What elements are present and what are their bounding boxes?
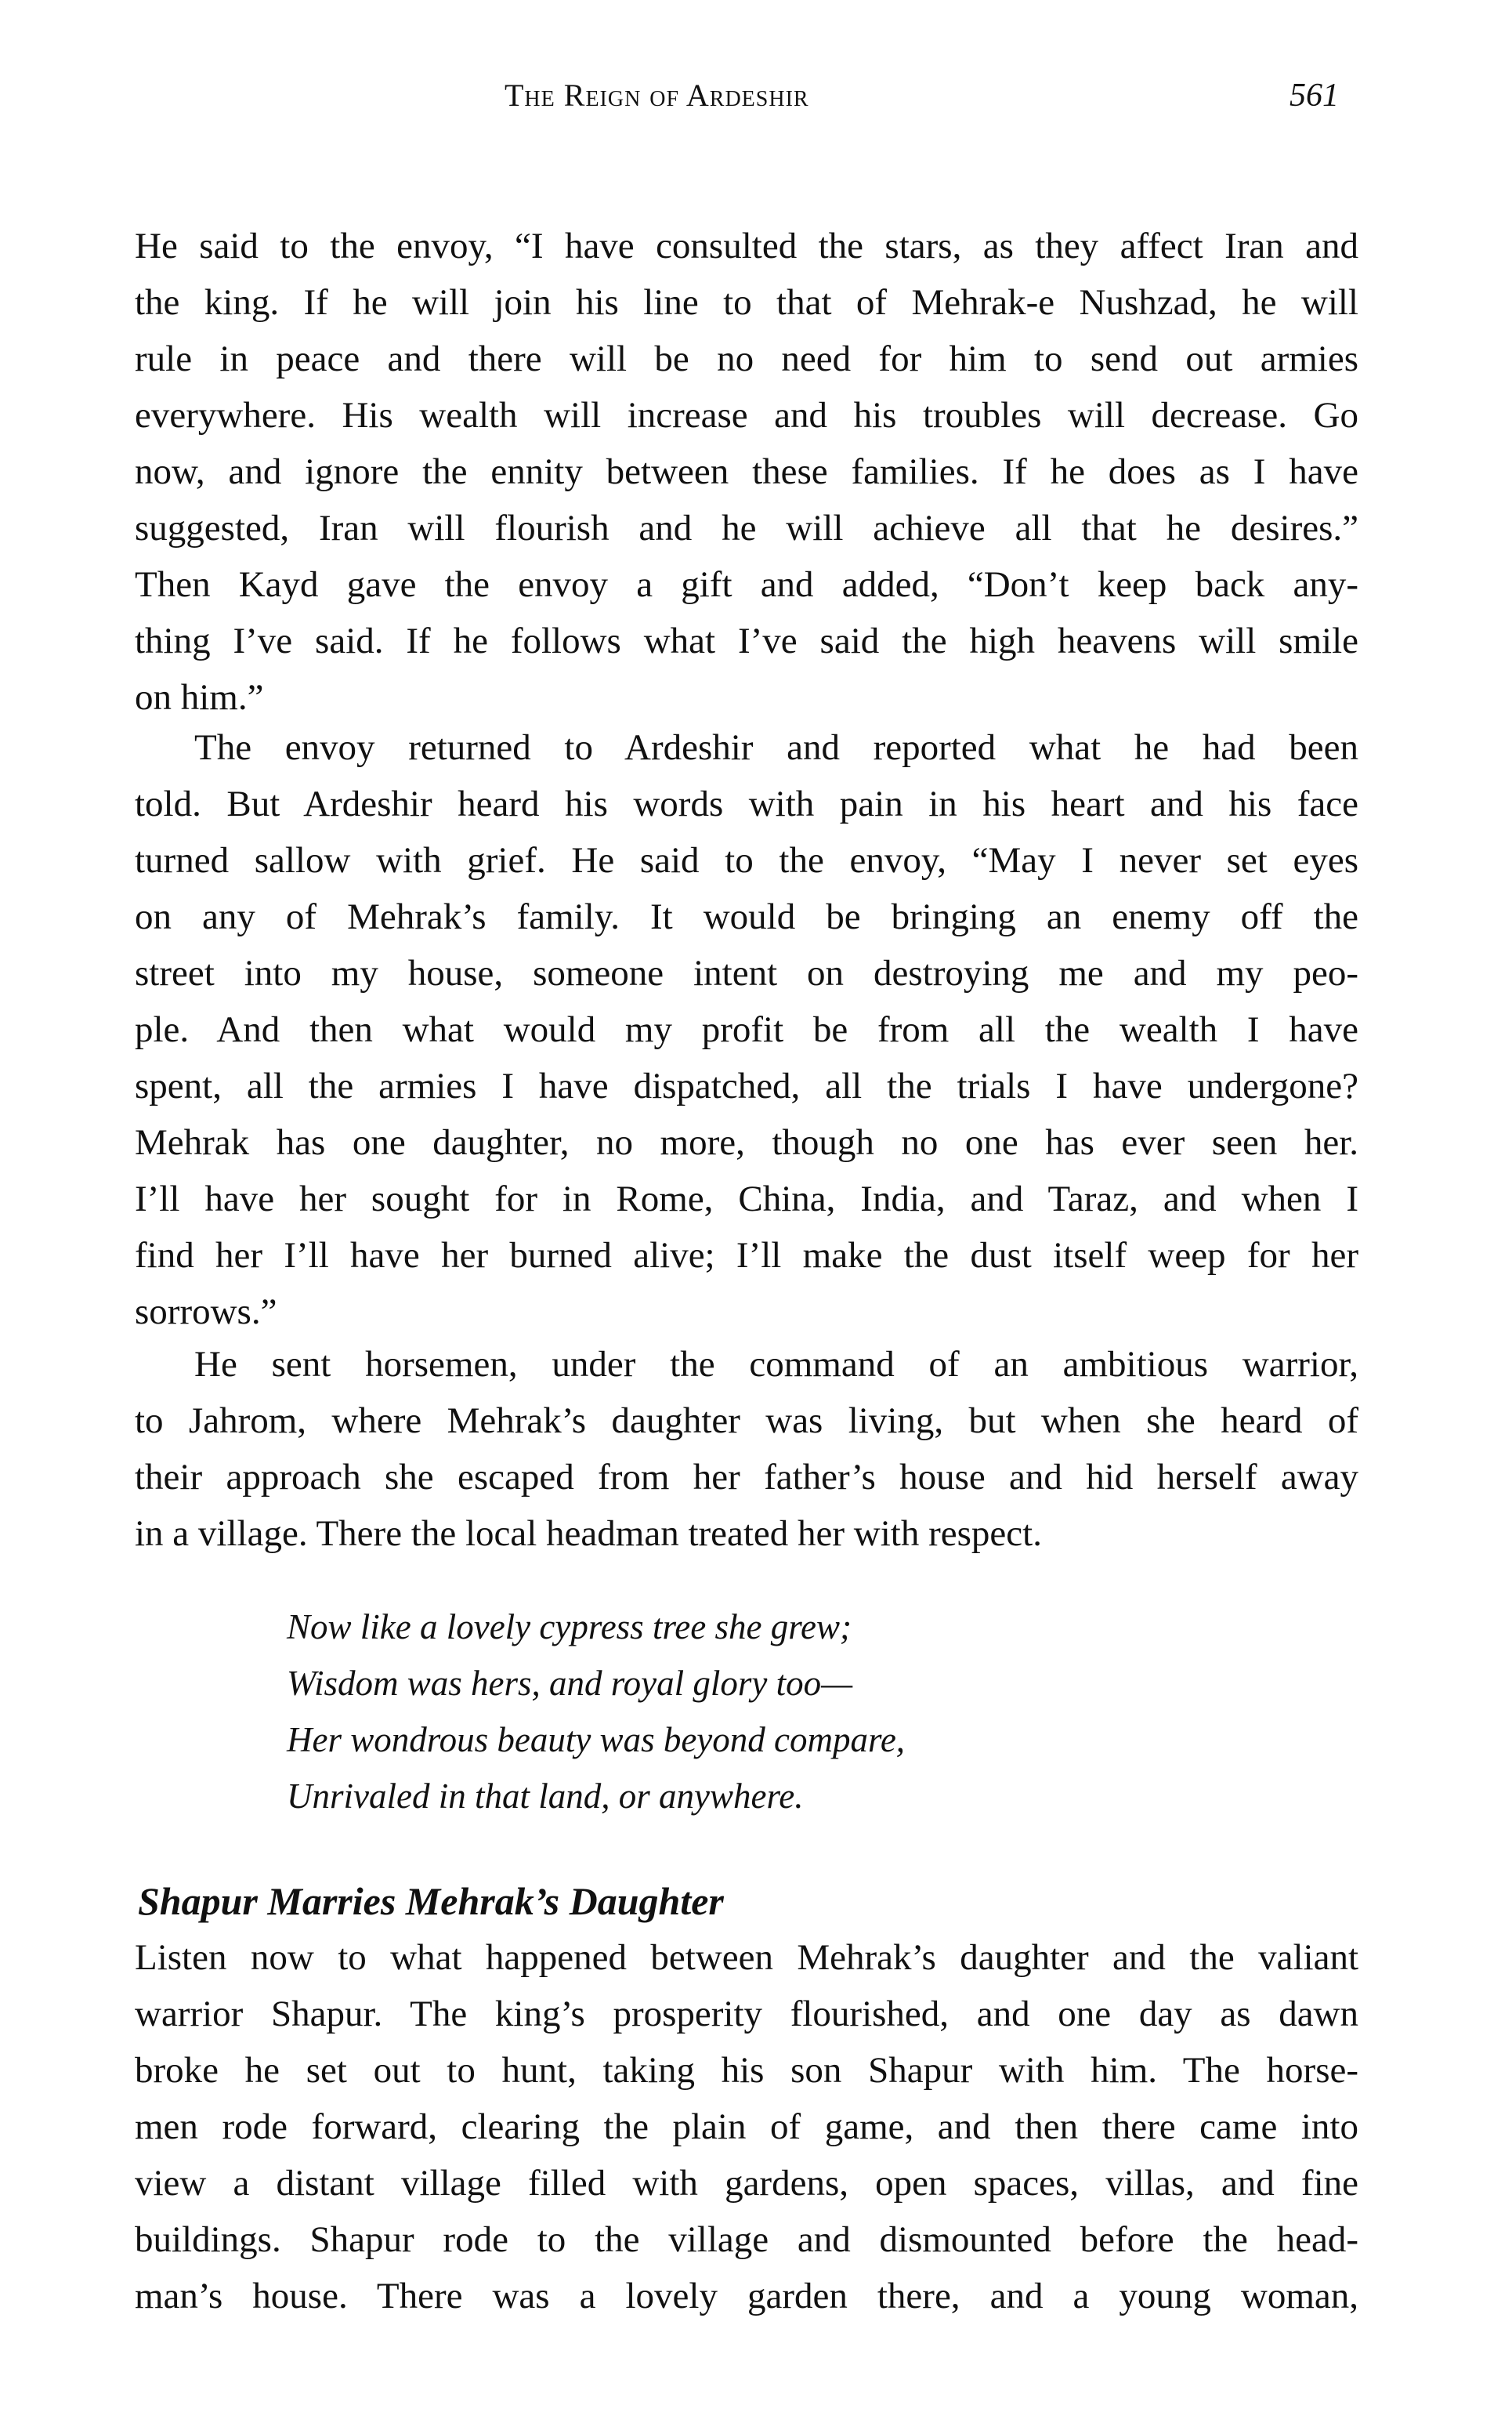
- text-line: rule in peace and there will be no need for him to send out armies: [135, 339, 1358, 379]
- text-line: their approach she escaped from her father’s house and hid herself away: [135, 1457, 1358, 1498]
- text-line: spent, all the armies I have dispatched, all the trials I have undergone?: [135, 1066, 1358, 1106]
- text-line: now, and ignore the ennity between these families. If he does as I have: [135, 451, 1358, 492]
- text-line: warrior Shapur. The king’s prosperity flourished, and one day as dawn: [135, 1994, 1358, 2034]
- text-line: men rode forward, clearing the plain of game, and then there came into: [135, 2106, 1358, 2147]
- text-line: sorrows.”: [135, 1291, 277, 1332]
- verse-line: Unrivaled in that land, or anywhere.: [287, 1777, 804, 1816]
- text-line: buildings. Shapur rode to the village and dismounted before the head-: [135, 2219, 1358, 2260]
- text-line: on any of Mehrak’s family. It would be bringing an enemy off the: [135, 896, 1358, 937]
- text-line: I’ll have her sought for in Rome, China, India, and Taraz, and when I: [135, 1179, 1358, 1219]
- paragraph-1: [135, 218, 1358, 726]
- text-line: suggested, Iran will flourish and he will achieve all that he desires.”: [135, 508, 1358, 549]
- text-line: turned sallow with grief. He said to the envoy, “May I never set eyes: [135, 840, 1358, 881]
- text-line: on him.”: [135, 677, 264, 718]
- text-line: street into my house, someone intent on destroying me and my peo-: [135, 953, 1358, 994]
- verse-line: Her wondrous beauty was beyond compare,: [287, 1720, 906, 1759]
- text-line: Mehrak has one daughter, no more, though no one has ever seen her.: [135, 1122, 1358, 1163]
- running-header: [0, 77, 1512, 124]
- text-line: in a village. There the local headman treated her with respect.: [135, 1513, 1042, 1554]
- text-line: Then Kayd gave the envoy a gift and added, “Don’t keep back any-: [135, 564, 1358, 605]
- text-line: thing I’ve said. If he follows what I’ve said the high heavens will smile: [135, 621, 1358, 661]
- running-title: The Reign of Ardeshir: [505, 78, 809, 113]
- text-line: man’s house. There was a lovely garden there, and a young woman,: [135, 2276, 1358, 2316]
- text-line: The envoy returned to Ardeshir and reported what he had been: [194, 727, 1358, 768]
- section-paragraph: [135, 1929, 1358, 2324]
- text-line: to Jahrom, where Mehrak’s daughter was living, but when she heard of: [135, 1400, 1358, 1441]
- text-line: view a distant village filled with gardens, open spaces, villas, and fine: [135, 2163, 1358, 2204]
- text-line: Listen now to what happened between Mehrak’s daughter and the valiant: [135, 1937, 1358, 1978]
- verse-line: Wisdom was hers, and royal glory too—: [287, 1664, 853, 1703]
- text-line: He sent horsemen, under the command of an ambitious warrior,: [194, 1344, 1358, 1385]
- verse-block: [287, 1599, 905, 1824]
- paragraph-2: [135, 719, 1358, 1340]
- text-line: find her I’ll have her burned alive; I’ll make the dust itself weep for her: [135, 1235, 1358, 1276]
- section-heading: Shapur Marries Mehrak’s Daughter: [138, 1879, 724, 1923]
- text-line: everywhere. His wealth will increase and his troubles will decrease. Go: [135, 395, 1358, 436]
- text-line: He said to the envoy, “I have consulted the stars, as they affect Iran and: [135, 226, 1358, 266]
- verse-line: Now like a lovely cypress tree she grew;: [287, 1607, 852, 1646]
- text-line: told. But Ardeshir heard his words with pain in his heart and his face: [135, 784, 1358, 824]
- text-line: broke he set out to hunt, taking his son Shapur with him. The horse-: [135, 2050, 1358, 2091]
- text-line: the king. If he will join his line to that of Mehrak-e Nushzad, he will: [135, 282, 1358, 323]
- paragraph-3: [135, 1336, 1358, 1562]
- page-number: 561: [1290, 78, 1339, 114]
- text-line: ple. And then what would my profit be from all the wealth I have: [135, 1009, 1358, 1050]
